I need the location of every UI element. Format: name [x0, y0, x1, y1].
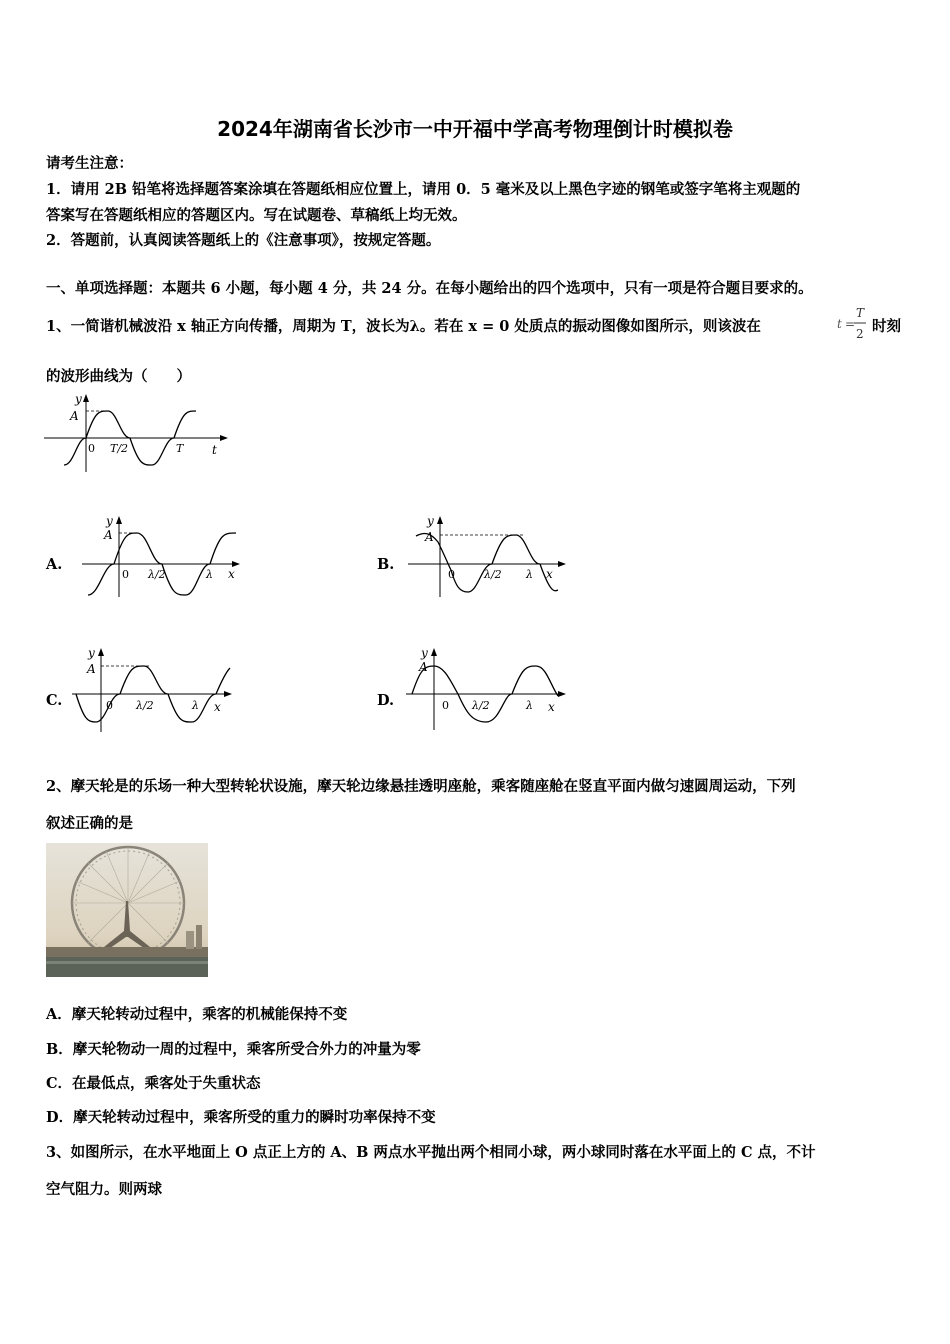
option-c-full: λ [192, 699, 199, 712]
frac-t: t [837, 317, 842, 331]
option-d-full: λ [526, 699, 533, 712]
option-b-y: y [427, 514, 434, 528]
option-d-origin: 0 [442, 699, 449, 712]
frac-num: T [856, 306, 865, 320]
q1-option-a-graph[interactable] [82, 512, 247, 600]
q1-option-c-label[interactable]: C. [46, 692, 63, 709]
q1-time-fraction [836, 304, 870, 344]
graph-t-label: t [212, 443, 217, 457]
q2-option-c[interactable]: C．在最低点，乘客处于失重状态 [46, 1075, 261, 1092]
option-c-origin: 0 [106, 699, 113, 712]
q1-option-b-label[interactable]: B. [377, 556, 395, 573]
q1-line-1: 1、一简谐机械波沿 x 轴正方向传播，周期为 T，波长为λ。若在 x = 0 处质点的振动图像如图所示，则该波在 [46, 318, 761, 335]
q1-option-c-graph[interactable] [72, 644, 237, 736]
option-a-amp: A [104, 528, 113, 542]
q1-option-d-graph[interactable] [406, 644, 571, 736]
notice-heading: 请考生注意： [46, 155, 133, 172]
option-d-amp: A [419, 660, 428, 674]
option-a-y: y [106, 514, 113, 528]
notice-line-1: 1．请用 2B 铅笔将选择题答案涂填在答题纸相应位置上，请用 0．5 毫米及以上黑色字迹的钢笔或签字笔将主观题的 [46, 181, 801, 198]
q1-option-d-label[interactable]: D. [377, 692, 395, 709]
q1-option-b-graph[interactable] [408, 512, 573, 600]
option-b-x: x [546, 567, 553, 581]
notice-line-3: 2．答题前，认真阅读答题纸上的《注意事项》，按规定答题。 [46, 232, 441, 249]
q1-line-1-end: 时刻 [872, 318, 901, 335]
graph-a-label: A [70, 409, 79, 423]
option-a-x: x [228, 567, 235, 581]
q2-option-b[interactable]: B．摩天轮物动一周的过程中，乘客所受合外力的冲量为零 [46, 1041, 421, 1058]
q1-line-2: 的波形曲线为（ ） [46, 368, 191, 385]
q1-option-a-label[interactable]: A. [46, 556, 63, 573]
graph-y-label: y [75, 392, 82, 406]
option-c-x: x [214, 700, 221, 714]
ferris-wheel-photo [46, 843, 208, 977]
option-b-half: λ/2 [484, 568, 502, 581]
section-1-heading: 一、单项选择题：本题共 6 小题，每小题 4 分，共 24 分。在每小题给出的四个选项中，只有一项是符合题目要求的。 [46, 280, 813, 297]
option-b-origin: 0 [448, 568, 455, 581]
q1-vibration-graph [44, 390, 229, 475]
option-b-amp: A [425, 530, 434, 544]
page-title: 2024年湖南省长沙市一中开福中学高考物理倒计时模拟卷 [217, 117, 733, 141]
option-b-full: λ [526, 568, 533, 581]
option-c-half: λ/2 [136, 699, 154, 712]
q2-line-2: 叙述正确的是 [46, 815, 133, 832]
option-d-half: λ/2 [472, 699, 490, 712]
option-c-amp: A [87, 662, 96, 676]
option-a-origin: 0 [122, 568, 129, 581]
option-a-full: λ [206, 568, 213, 581]
q2-line-1: 2、摩天轮是的乐场一种大型转轮状设施，摩天轮边缘悬挂透明座舱，乘客随座舱在竖直平面内做匀速圆周运动，下列 [46, 778, 796, 795]
option-d-y: y [421, 646, 428, 660]
option-c-y: y [88, 646, 95, 660]
q2-option-d[interactable]: D．摩天轮转动过程中，乘客所受的重力的瞬时功率保持不变 [46, 1109, 436, 1126]
graph-origin-label: 0 [88, 442, 95, 455]
q3-line-1: 3、如图所示，在水平地面上 O 点正上方的 A、B 两点水平抛出两个相同小球，两小球同时落在水平面上的 C 点，不计 [46, 1144, 816, 1161]
option-d-x: x [548, 700, 555, 714]
graph-full-label: T [176, 442, 184, 455]
q3-line-2: 空气阻力。则两球 [46, 1181, 162, 1198]
option-a-half: λ/2 [148, 568, 166, 581]
q2-option-a[interactable]: A．摩天轮转动过程中，乘客的机械能保持不变 [46, 1006, 348, 1023]
notice-line-2: 答案写在答题纸相应的答题区内。写在试题卷、草稿纸上均无效。 [46, 207, 467, 224]
frac-eq: = [845, 317, 856, 331]
graph-half-label: T/2 [110, 442, 129, 455]
frac-den: 2 [856, 327, 864, 341]
